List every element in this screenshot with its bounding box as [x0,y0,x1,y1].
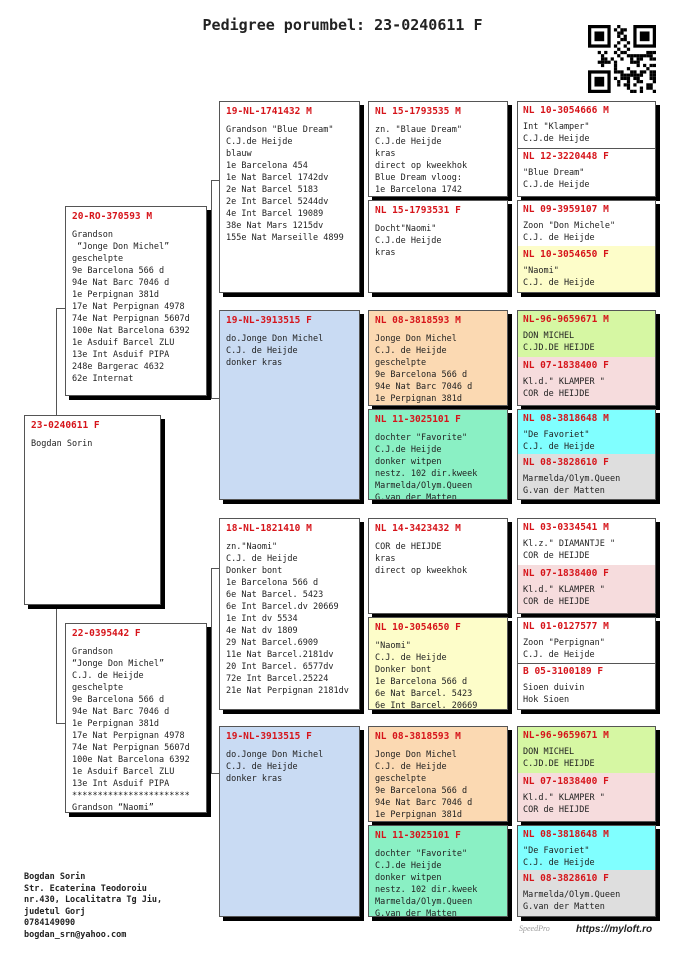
granddam-maternal-card [219,726,360,917]
ring-number: 19-NL-3913515 F [226,315,312,326]
note-line: Sioen duivin [523,683,585,693]
gen4-card [518,246,655,292]
note-line: G.van der Matten [523,486,605,496]
note-line: Grandson “Naomi” [72,803,154,813]
note-line: Grandson "Blue Dream" [226,125,334,135]
note-line: C.J.de Heijde [375,861,442,871]
brand-link[interactable]: https://myloft.ro [576,924,653,935]
note-line: 1e Int dv 5534 [226,614,298,624]
card-notes [523,746,650,770]
note-line: 38e Nat Mars 1215dv [226,221,324,231]
note-line: donker kras [226,774,283,784]
note-line: 1e Perpignan 381d [375,810,462,820]
note-line: Kl.d." KLAMPER " [523,377,605,387]
gen4-card [518,565,655,613]
note-line: 1e Barcelona 454 [226,161,308,171]
note-line: 100e Nat Barcelona 6392 [72,755,190,765]
note-line: 1e Perpignan 381d [72,719,159,729]
note-line: G.van der Matten [523,902,605,912]
note-line: Jonge Don Michel [375,334,457,344]
ring-number: NL 10-3054650 F [523,249,609,260]
gen3-card [368,200,508,293]
gen4-pair [517,200,656,293]
note-line: G.van der Matten [375,493,457,500]
ring-number: NL 11-3025101 F [375,830,461,841]
note-line: COR de HEIJDE [375,542,442,552]
ring-number: NL 08-3828610 F [523,873,609,884]
ring-number: NL 08-3818593 M [375,731,461,742]
connector-line [211,773,219,774]
note-line: 11e Nat Barcel.2181dv [226,650,334,660]
card-notes [523,845,650,869]
card-notes [72,229,200,385]
note-line: zn."Naomi" [226,542,278,552]
note-line: C.J. de Heijde [523,442,595,452]
note-line: Kl.d." KLAMPER " [523,793,605,803]
note-line: zn. "Blaue Dream" [375,125,462,135]
gen3-card [368,726,508,822]
note-line: 6e Nat Barcel. 5423 [375,689,473,699]
note-line: Marmelda/Olym.Queen [523,890,621,900]
gen4-card [518,102,655,149]
ring-number: NL 09-3959107 M [523,204,609,215]
granddam-paternal-card [219,310,360,500]
note-line: 248e Bargerac 4632 [72,362,165,372]
note-line: bogdan_srn@yahoo.com [24,929,127,940]
note-line: DON MICHEL [523,747,575,757]
note-line: Bogdan Sorin [31,439,93,449]
note-line: 17e Nat Perpignan 4978 [72,731,185,741]
gen3-card [368,409,508,500]
note-line: 0784149090 [24,918,76,928]
ring-number: NL-96-9659671 M [523,314,609,325]
card-notes [523,376,650,400]
note-line: 155e Nat Marseille 4899 [226,233,344,243]
card-notes [523,265,650,289]
card-notes [226,124,353,244]
note-line: C.J. de Heijde [375,762,447,772]
note-line: Marmelda/Olym.Queen [523,474,621,484]
card-notes [523,538,650,562]
connector-line [211,180,212,398]
card-notes [226,749,353,785]
note-line: blauw [226,149,252,159]
note-line: 1e Barcelona 566 d [226,578,319,588]
note-line: geschelpte [72,683,124,693]
gen4-pair [517,518,656,614]
note-line: 100e Nat Barcelona 6392 [72,326,190,336]
note-line: Int "Klamper" [523,122,590,132]
page-title: Pedigree porumbel: 23-0240611 F [202,16,483,34]
ring-number: NL 08-3828610 F [523,457,609,468]
note-line: "De Favoriet" [523,846,590,856]
grandsire-paternal-card [219,101,360,293]
connector-line [211,568,219,569]
note-line: Hok Sioen [523,695,570,705]
note-line: *********************** [72,791,190,801]
note-line: Zoon "Don Michele" [523,221,616,231]
gen4-card [518,201,655,247]
note-line: 1e Perpignan 381d [72,290,159,300]
note-line: COR de HEIJDE [523,551,590,561]
card-notes [375,333,501,405]
note-line: nestz. 102 dir.kweek [375,885,478,895]
gen3-card [368,310,508,406]
connector-line [56,308,57,415]
note-line: Grandson [72,230,113,240]
ring-number: 22-0395442 F [72,628,141,639]
note-line: donker kras [226,358,283,368]
note-line: 94e Nat Barc 7046 d [72,707,170,717]
note-line: 21e Nat Perpignan 2181dv [226,686,349,696]
note-line: Marmelda/Olym.Queen [375,897,473,907]
note-line: 29 Nat Barcel.6909 [226,638,319,648]
note-line: 6e Nat Barcel. 5423 [226,590,324,600]
note-line: 9e Barcelona 566 d [72,266,165,276]
gen4-pair [517,310,656,406]
card-notes [523,429,650,453]
note-line: C.J.de Heijde [226,137,293,147]
note-line: "Naomi" [523,266,559,276]
ring-number: 19-NL-3913515 F [226,731,312,742]
note-line: COR de HEIJDE [523,805,590,815]
card-notes [523,330,650,354]
gen3-card [368,617,508,710]
qr-code [588,25,656,93]
note-line: 13e Int Asduif PIPA [72,350,170,360]
note-line: 6e Int Barcel.dv 20669 [226,602,339,612]
note-line: C.J. de Heijde [226,554,298,564]
note-line: dochter "Favorite" [375,433,468,443]
note-line: “Jonge Don Michel” [72,242,170,252]
ring-number: 20-RO-370593 M [72,211,153,222]
note-line: 20 Int Barcel. 6577dv [226,662,334,672]
note-line: direct op kweekhok [375,161,468,171]
note-line: COR de HEIJDE [523,597,590,607]
ring-number: NL 15-1793531 F [375,205,461,216]
card-notes [375,223,501,259]
note-line: 9e Barcelona 566 d [375,370,468,380]
note-line: 6e Int Barcel. 20669 [375,701,478,710]
ring-number: NL 10-3054666 M [523,105,609,116]
note-line: nestz. 102 dir.kweek [375,469,478,479]
note-line: kras [375,554,396,564]
note-line: C.J. de Heijde [523,278,595,288]
note-line: Donker bont [375,665,432,675]
card-notes [375,124,501,196]
gen3-card [368,101,508,197]
connector-line [56,308,65,309]
subject-card [24,415,161,605]
note-line: 17e Nat Perpignan 4978 [72,302,185,312]
note-line: C.J. de Heijde [523,650,595,660]
note-line: 2e Nat Barcel 5183 [226,185,319,195]
note-line: C.J. de Heijde [375,653,447,663]
note-line: 1e Asduif Barcel ZLU [72,338,175,348]
card-notes [226,333,353,369]
note-line: 9e Barcelona 566 d [375,786,468,796]
gen4-card [518,773,655,821]
note-line: 94e Nat Barc 7046 d [375,798,473,808]
note-line: C.J. de Heijde [523,233,595,243]
card-notes [523,473,650,497]
connector-line [211,398,219,399]
connector-line [211,568,212,773]
sire-card [65,206,207,396]
ring-number: NL 01-0127577 M [523,621,609,632]
note-line: 1e Asduif Barcel ZLU [72,767,175,777]
note-line: G.van der Matten [375,909,457,917]
gen4-card [518,357,655,405]
note-line: C.J. de Heijde [226,762,298,772]
gen3-card [368,518,508,614]
owner-address [24,872,162,941]
note-line: C.J.de Heijde [375,137,442,147]
note-line: geschelpte [72,254,124,264]
note-line: Blue Dream vloog: [375,173,462,183]
ring-number: NL 10-3054650 F [375,622,461,633]
note-line: 94e Nat Barc 7046 d [72,278,170,288]
gen4-card [518,410,655,455]
gen4-card [518,826,655,871]
note-line: 2e Int Barcel 5244dv [226,197,329,207]
note-line: 1e Nat Barcel 1742dv [226,173,329,183]
note-line: kras [375,248,396,258]
gen4-card [518,311,655,358]
note-line: 9e Barcelona 566 d [72,695,165,705]
note-line: geschelpte [375,358,427,368]
note-line: C.J. de Heijde [523,858,595,868]
note-line: Grandson [72,647,113,657]
signature: SpeedPro [519,924,550,933]
note-line: Bogdan Sorin [24,872,86,882]
ring-number: NL 12-3220448 F [523,151,609,162]
note-line: 4e Nat dv 1809 [226,626,298,636]
gen4-pair [517,617,656,710]
connector-line [211,180,219,181]
card-notes [523,121,650,145]
ring-number: NL-96-9659671 M [523,730,609,741]
note-line: 72e Int Barcel.25224 [226,674,329,684]
ring-number: NL 07-1838400 F [523,568,609,579]
note-line: donker witpen [375,457,442,467]
ring-number: B 05-3100189 F [523,666,604,677]
note-line: 1e Barcelona 566 d [375,677,468,687]
note-line: 1e Perpignan 381d [375,394,462,404]
card-notes [523,637,650,661]
gen4-pair [517,101,656,197]
note-line: do.Jonge Don Michel [226,334,324,344]
card-notes [226,541,353,697]
note-line: 74e Nat Perpignan 5607d [72,743,190,753]
note-line: COR de HEIJDE [523,389,590,399]
gen4-card [518,454,655,499]
note-line: Marmelda/Olym.Queen [375,481,473,491]
note-line: C.J. de Heijde [226,346,298,356]
note-line: C.J. de Heijde [375,346,447,356]
card-notes [523,792,650,816]
ring-number: NL 03-0334541 M [523,522,609,533]
grandsire-maternal-card [219,518,360,710]
note-line: C.J. de Heijde [72,671,144,681]
note-line: C.J.de Heijde [375,445,442,455]
gen4-card [518,663,655,709]
dam-card [65,623,207,813]
note-line: judetul Gorj [24,906,86,917]
card-notes [523,682,650,706]
card-notes [523,889,650,913]
gen4-card [518,870,655,916]
card-notes [375,848,501,917]
connector-line [56,605,57,723]
card-notes [375,432,501,500]
ring-number: NL 11-3025101 F [375,414,461,425]
ring-number: NL 08-3818648 M [523,413,609,424]
note-line: kras [375,149,396,159]
note-line: Docht"Naomi" [375,224,437,234]
note-line: C.J.de Heijde [375,236,442,246]
connector-line [56,723,65,724]
gen4-card [518,519,655,566]
ring-number: 18-NL-1821410 M [226,523,312,534]
gen4-card [518,148,655,196]
ring-number: NL 07-1838400 F [523,360,609,371]
ring-number: NL 08-3818593 M [375,315,461,326]
gen4-card [518,618,655,664]
ring-number: NL 07-1838400 F [523,776,609,787]
note-line: DON MICHEL [523,331,575,341]
note-line: donker witpen [375,873,442,883]
note-line: C.JD.DE HEIJDE [523,759,595,769]
card-notes [523,220,650,244]
gen3-card [368,825,508,917]
note-line: "De Favoriet" [523,430,590,440]
note-line: “Jonge Don Michel” [72,659,165,669]
card-notes [523,167,650,191]
note-line: Str. Ecaterina Teodoroiu [24,883,147,894]
gen4-pair [517,726,656,822]
note-line: 1e Barcelona 1742 [375,185,462,195]
note-line: Kl.z." DIAMANTJE " [523,539,616,549]
note-line: 94e Nat Barc 7046 d [375,382,473,392]
note-line: 13e Int Asduif PIPA [72,779,170,789]
gen4-pair [517,825,656,917]
card-notes [375,640,501,710]
note-line: Kl.d." KLAMPER " [523,585,605,595]
note-line: direct op kweekhok [375,566,468,576]
note-line: Donker bont [226,566,283,576]
ring-number: 19-NL-1741432 M [226,106,312,117]
note-line: C.JD.DE HEIJDE [523,343,595,353]
note-line: C.J.de Heijde [523,180,590,190]
card-notes [375,749,501,821]
note-line: nr.430, Localitatra Tg Jiu, [24,895,163,905]
card-notes [375,541,501,577]
note-line: 74e Nat Perpignan 5607d [72,314,190,324]
card-notes [31,438,154,450]
note-line: "Blue Dream" [523,168,585,178]
note-line: 4e Int Barcel 19089 [226,209,324,219]
card-notes [523,584,650,608]
note-line: 62e Internat [72,374,134,384]
ring-number: 23-0240611 F [31,420,100,431]
ring-number: NL 08-3818648 M [523,829,609,840]
gen4-card [518,727,655,774]
note-line: Jonge Don Michel [375,750,457,760]
note-line: C.J.de Heijde [523,134,590,144]
card-notes [72,646,200,813]
ring-number: NL 15-1793535 M [375,106,461,117]
note-line: "Naomi" [375,641,411,651]
note-line: do.Jonge Don Michel [226,750,324,760]
note-line: geschelpte [375,774,427,784]
note-line: Zoon "Perpignan" [523,638,605,648]
note-line: dochter "Favorite" [375,849,468,859]
gen4-pair [517,409,656,500]
ring-number: NL 14-3423432 M [375,523,461,534]
